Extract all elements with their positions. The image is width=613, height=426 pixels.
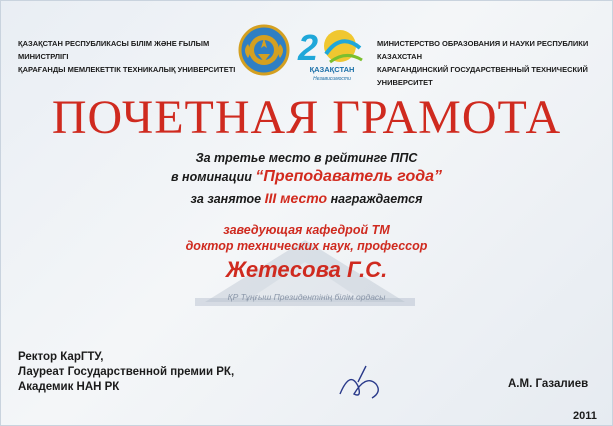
anniversary-20-logo-icon <box>296 22 366 88</box>
signatory-titles <box>18 350 234 395</box>
header-left-line2: ҚАРАҒАНДЫ МЕМЛЕКЕТТІК ТЕХНИКАЛЫҚ УНИВЕРСИТЕТІ <box>18 65 236 74</box>
body-line-3-prefix: за занятое <box>190 192 265 206</box>
certificate-title: ПОЧЕТНАЯ ГРАМОТА <box>51 91 562 144</box>
state-emblem-icon <box>238 24 290 76</box>
body-line-3-suffix: награждается <box>327 192 423 206</box>
anniversary-logo-subtext: Независимости <box>313 76 351 82</box>
signatory-title-line1: Ректор КарГТУ, <box>18 351 104 363</box>
certificate-year: 2011 <box>573 410 597 422</box>
header-right-line2: КАРАГАНДИНСКИЙ ГОСУДАРСТВЕННЫЙ ТЕХНИЧЕСКИЙ УНИВЕРСИТЕТ <box>377 65 588 87</box>
svg-text:2: 2 <box>298 27 319 68</box>
handwritten-signature-icon <box>332 364 392 404</box>
body-line-1: За третье место в рейтинге ППС <box>195 151 418 165</box>
body-line-2 <box>0 168 613 186</box>
anniversary-logo-text: ҚАЗАҚСТАН <box>309 65 355 74</box>
signatory-title-line2: Лауреат Государственной премии РК, <box>18 366 235 378</box>
header-left-text <box>18 37 238 76</box>
signatory-name: А.М. Газалиев <box>508 378 589 390</box>
signatory-title-line3: Академик НАН РК <box>18 381 120 393</box>
honoree-position: заведующая кафедрой ТМ <box>223 223 390 237</box>
header-left-line1: ҚАЗАҚСТАН РЕСПУБЛИКАСЫ БІЛІМ ЖӘНЕ ҒЫЛЫМ МИНИСТРЛІГІ <box>18 39 210 61</box>
honoree-name: Жетесова Г.С. <box>225 257 388 282</box>
nomination-highlight: “Преподаватель года” <box>255 168 442 185</box>
watermark-text: ҚР Тұңғыш Президентінің білім ордасы <box>227 292 386 302</box>
place-highlight: III место <box>264 190 328 206</box>
body-line-3 <box>0 190 613 206</box>
header-right-text <box>377 37 609 89</box>
honoree-degree: доктор технических наук, профессор <box>185 239 428 253</box>
header-right-line1: МИНИСТЕРСТВО ОБРАЗОВАНИЯ И НАУКИ РЕСПУБЛИКИ КАЗАХСТАН <box>377 39 589 61</box>
body-line-2-prefix: в номинации <box>171 170 256 184</box>
